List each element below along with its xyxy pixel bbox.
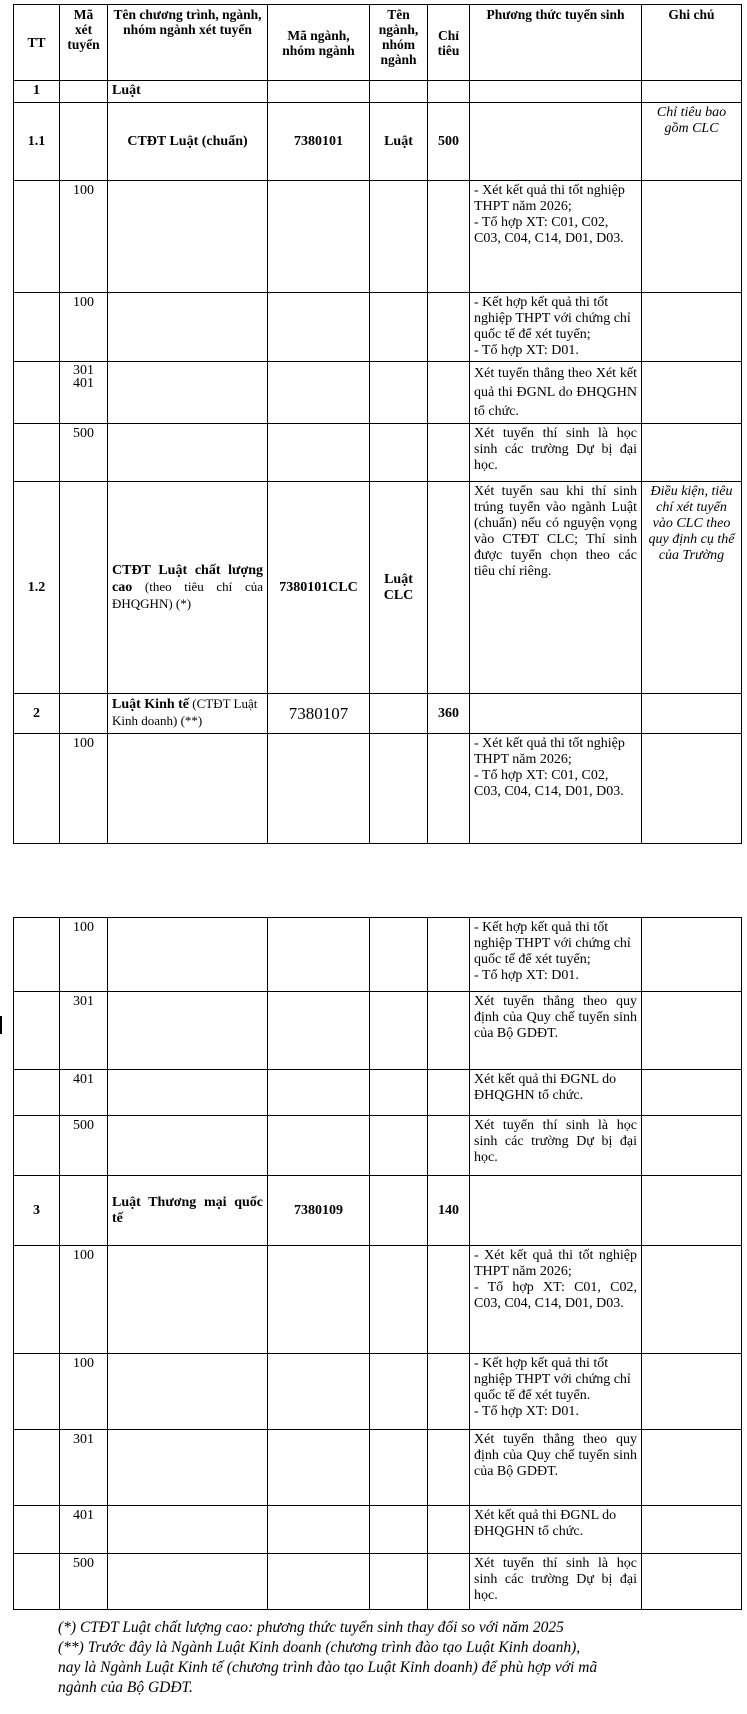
admission-table-part-1 <box>13 4 742 844</box>
table-row <box>14 1176 742 1246</box>
footnotes <box>58 1618 738 1698</box>
row-quota: 360 <box>428 694 470 734</box>
row-method: Xét tuyển thẳng theo quy định của Quy chế tuyển sinh của Bộ GDĐT. <box>470 1430 642 1506</box>
row-program-name-bold: Luật Kinh tế <box>112 697 190 712</box>
row-admission-code: 401 <box>60 1506 108 1554</box>
row-admission-code: 100 <box>60 181 108 293</box>
row-program-name <box>108 694 268 734</box>
row-admission-code: 500 <box>60 1116 108 1176</box>
row-quota: 140 <box>428 1176 470 1246</box>
table-row <box>14 103 742 181</box>
header-ten-nganh: Tên ngành, nhóm ngành <box>370 5 428 81</box>
row-note: Chỉ tiêu bao gồm CLC <box>642 103 742 181</box>
table-row <box>14 918 742 992</box>
row-major-code: 7380107 <box>268 694 370 734</box>
header-phuong-thuc: Phương thức tuyển sinh <box>470 5 642 81</box>
row-admission-code: 100 <box>60 734 108 844</box>
row-admission-code: 301 <box>60 1430 108 1506</box>
table-row <box>14 734 742 844</box>
row-note: Điều kiện, tiêu chí xét tuyển vào CLC theo quy định cụ thể của Trường <box>642 482 742 694</box>
row-admission-code: 100 <box>60 1246 108 1354</box>
table-row <box>14 482 742 694</box>
row-admission-code: 100 <box>60 293 108 362</box>
table-row <box>14 1246 742 1354</box>
row-tt: 3 <box>14 1176 60 1246</box>
row-method: - Xét kết quả thi tốt nghiệp THPT năm 2026; - Tổ hợp XT: C01, C02, C03, C04, C14, D01, D03. <box>470 181 642 293</box>
table-row <box>14 1354 742 1430</box>
table-row <box>14 694 742 734</box>
row-method: - Kết hợp kết quả thi tốt nghiệp THPT với chứng chỉ quốc tế để xét tuyển; - Tổ hợp XT: D01. <box>470 293 642 362</box>
footnote-1: (*) CTĐT Luật chất lượng cao: phương thức tuyển sinh thay đổi so với năm 2025 <box>58 1619 564 1636</box>
row-admission-code: 500 <box>60 424 108 482</box>
row-program-name-rest: (CTĐT Luật Kinh doanh) (**) <box>112 696 258 728</box>
table-row <box>14 1554 742 1610</box>
row-program-name: CTĐT Luật (chuẩn) <box>108 103 268 181</box>
row-admission-code: 100 <box>60 1354 108 1430</box>
row-admission-code: 301 401 <box>60 362 108 424</box>
row-admission-code: 401 <box>60 1070 108 1116</box>
table-row <box>14 1506 742 1554</box>
table-row <box>14 293 742 362</box>
row-major-code: 7380101CLC <box>268 482 370 694</box>
footnote-2-cont: nay là Ngành Luật Kinh tế (chương trình đào tạo Luật Kinh doanh) để phù hợp với mã <box>58 1659 598 1676</box>
row-method: - Kết hợp kết quả thi tốt nghiệp THPT với chứng chỉ quốc tế để xét tuyển. - Tổ hợp XT: D01. <box>470 1354 642 1430</box>
header-ten-chuong-trinh: Tên chương trình, ngành, nhóm ngành xét tuyển <box>108 5 268 81</box>
row-tt: 1.2 <box>14 482 60 694</box>
row-major-name: Luật <box>370 103 428 181</box>
header-ma-nganh: Mã ngành, nhóm ngành <box>268 5 370 81</box>
header-tt: TT <box>14 5 60 81</box>
row-tt: 1.1 <box>14 103 60 181</box>
row-method: Xét kết quả thi ĐGNL do ĐHQGHN tổ chức. <box>470 1506 642 1554</box>
row-method: Xét kết quả thi ĐGNL do ĐHQGHN tổ chức. <box>470 1070 642 1116</box>
table-row <box>14 1070 742 1116</box>
table-row <box>14 1430 742 1506</box>
table-row <box>14 81 742 103</box>
row-program-name: Luật Thương mại quốc tế <box>108 1176 268 1246</box>
row-method: - Xét kết quả thi tốt nghiệp THPT năm 2026; - Tổ hợp XT: C01, C02, C03, C04, C14, D01, D03. <box>470 734 642 844</box>
row-method: - Xét kết quả thi tốt nghiệp THPT năm 2026; - Tổ hợp XT: C01, C02, C03, C04, C14, D01, D03. <box>470 1246 642 1354</box>
row-program-name <box>108 482 268 694</box>
header-ma-xet-tuyen: Mã xét tuyển <box>60 5 108 81</box>
table-row <box>14 362 742 424</box>
table-row <box>14 992 742 1070</box>
table-row <box>14 181 742 293</box>
row-major-code: 7380101 <box>268 103 370 181</box>
row-method: Xét tuyển thí sinh là học sinh các trường Dự bị đại học. <box>470 424 642 482</box>
footnote-2: (**) Trước đây là Ngành Luật Kinh doanh (chương trình đào tạo Luật Kinh doanh), <box>58 1639 581 1656</box>
row-program-name: Luật <box>108 81 268 103</box>
row-method: Xét tuyển sau khi thí sinh trúng tuyển vào ngành Luật (chuẩn) nếu có nguyện vọng vào CTĐT CLC; Thí sinh được tuyển chọn theo các tiêu chí riêng. <box>470 482 642 694</box>
row-method: - Kết hợp kết quả thi tốt nghiệp THPT với chứng chỉ quốc tế để xét tuyển; - Tổ hợp XT: D01. <box>470 918 642 992</box>
row-method: Xét tuyển thí sinh là học sinh các trường Dự bị đại học. <box>470 1554 642 1610</box>
row-method: Xét tuyển thẳng theo quy định của Quy chế tuyển sinh của Bộ GDĐT. <box>470 992 642 1070</box>
row-major-name: Luật CLC <box>370 482 428 694</box>
table-row <box>14 1116 742 1176</box>
row-tt: 2 <box>14 694 60 734</box>
row-method: Xét tuyển thí sinh là học sinh các trường Dự bị đại học. <box>470 1116 642 1176</box>
row-admission-code: 301 <box>60 992 108 1070</box>
row-method: Xét tuyển thẳng theo Xét kết quả thi ĐGNL do ĐHQGHN tổ chức. <box>470 362 642 424</box>
page-margin-mark <box>0 1016 2 1034</box>
row-admission-code: 100 <box>60 918 108 992</box>
row-major-code: 7380109 <box>268 1176 370 1246</box>
row-program-name-rest: (theo tiêu chí của ĐHQGHN) (*) <box>112 578 263 611</box>
table-row <box>14 424 742 482</box>
table-header-row <box>14 5 742 81</box>
row-quota: 500 <box>428 103 470 181</box>
header-ghi-chu: Ghi chú <box>642 5 742 81</box>
admission-table-part-2 <box>13 917 742 1610</box>
header-chi-tieu: Chỉ tiêu <box>428 5 470 81</box>
row-tt: 1 <box>14 81 60 103</box>
row-program-name-bold: CTĐT Luật chất lượng cao <box>112 562 263 595</box>
row-admission-code: 500 <box>60 1554 108 1610</box>
footnote-2-end: ngành của Bộ GDĐT. <box>58 1679 193 1696</box>
